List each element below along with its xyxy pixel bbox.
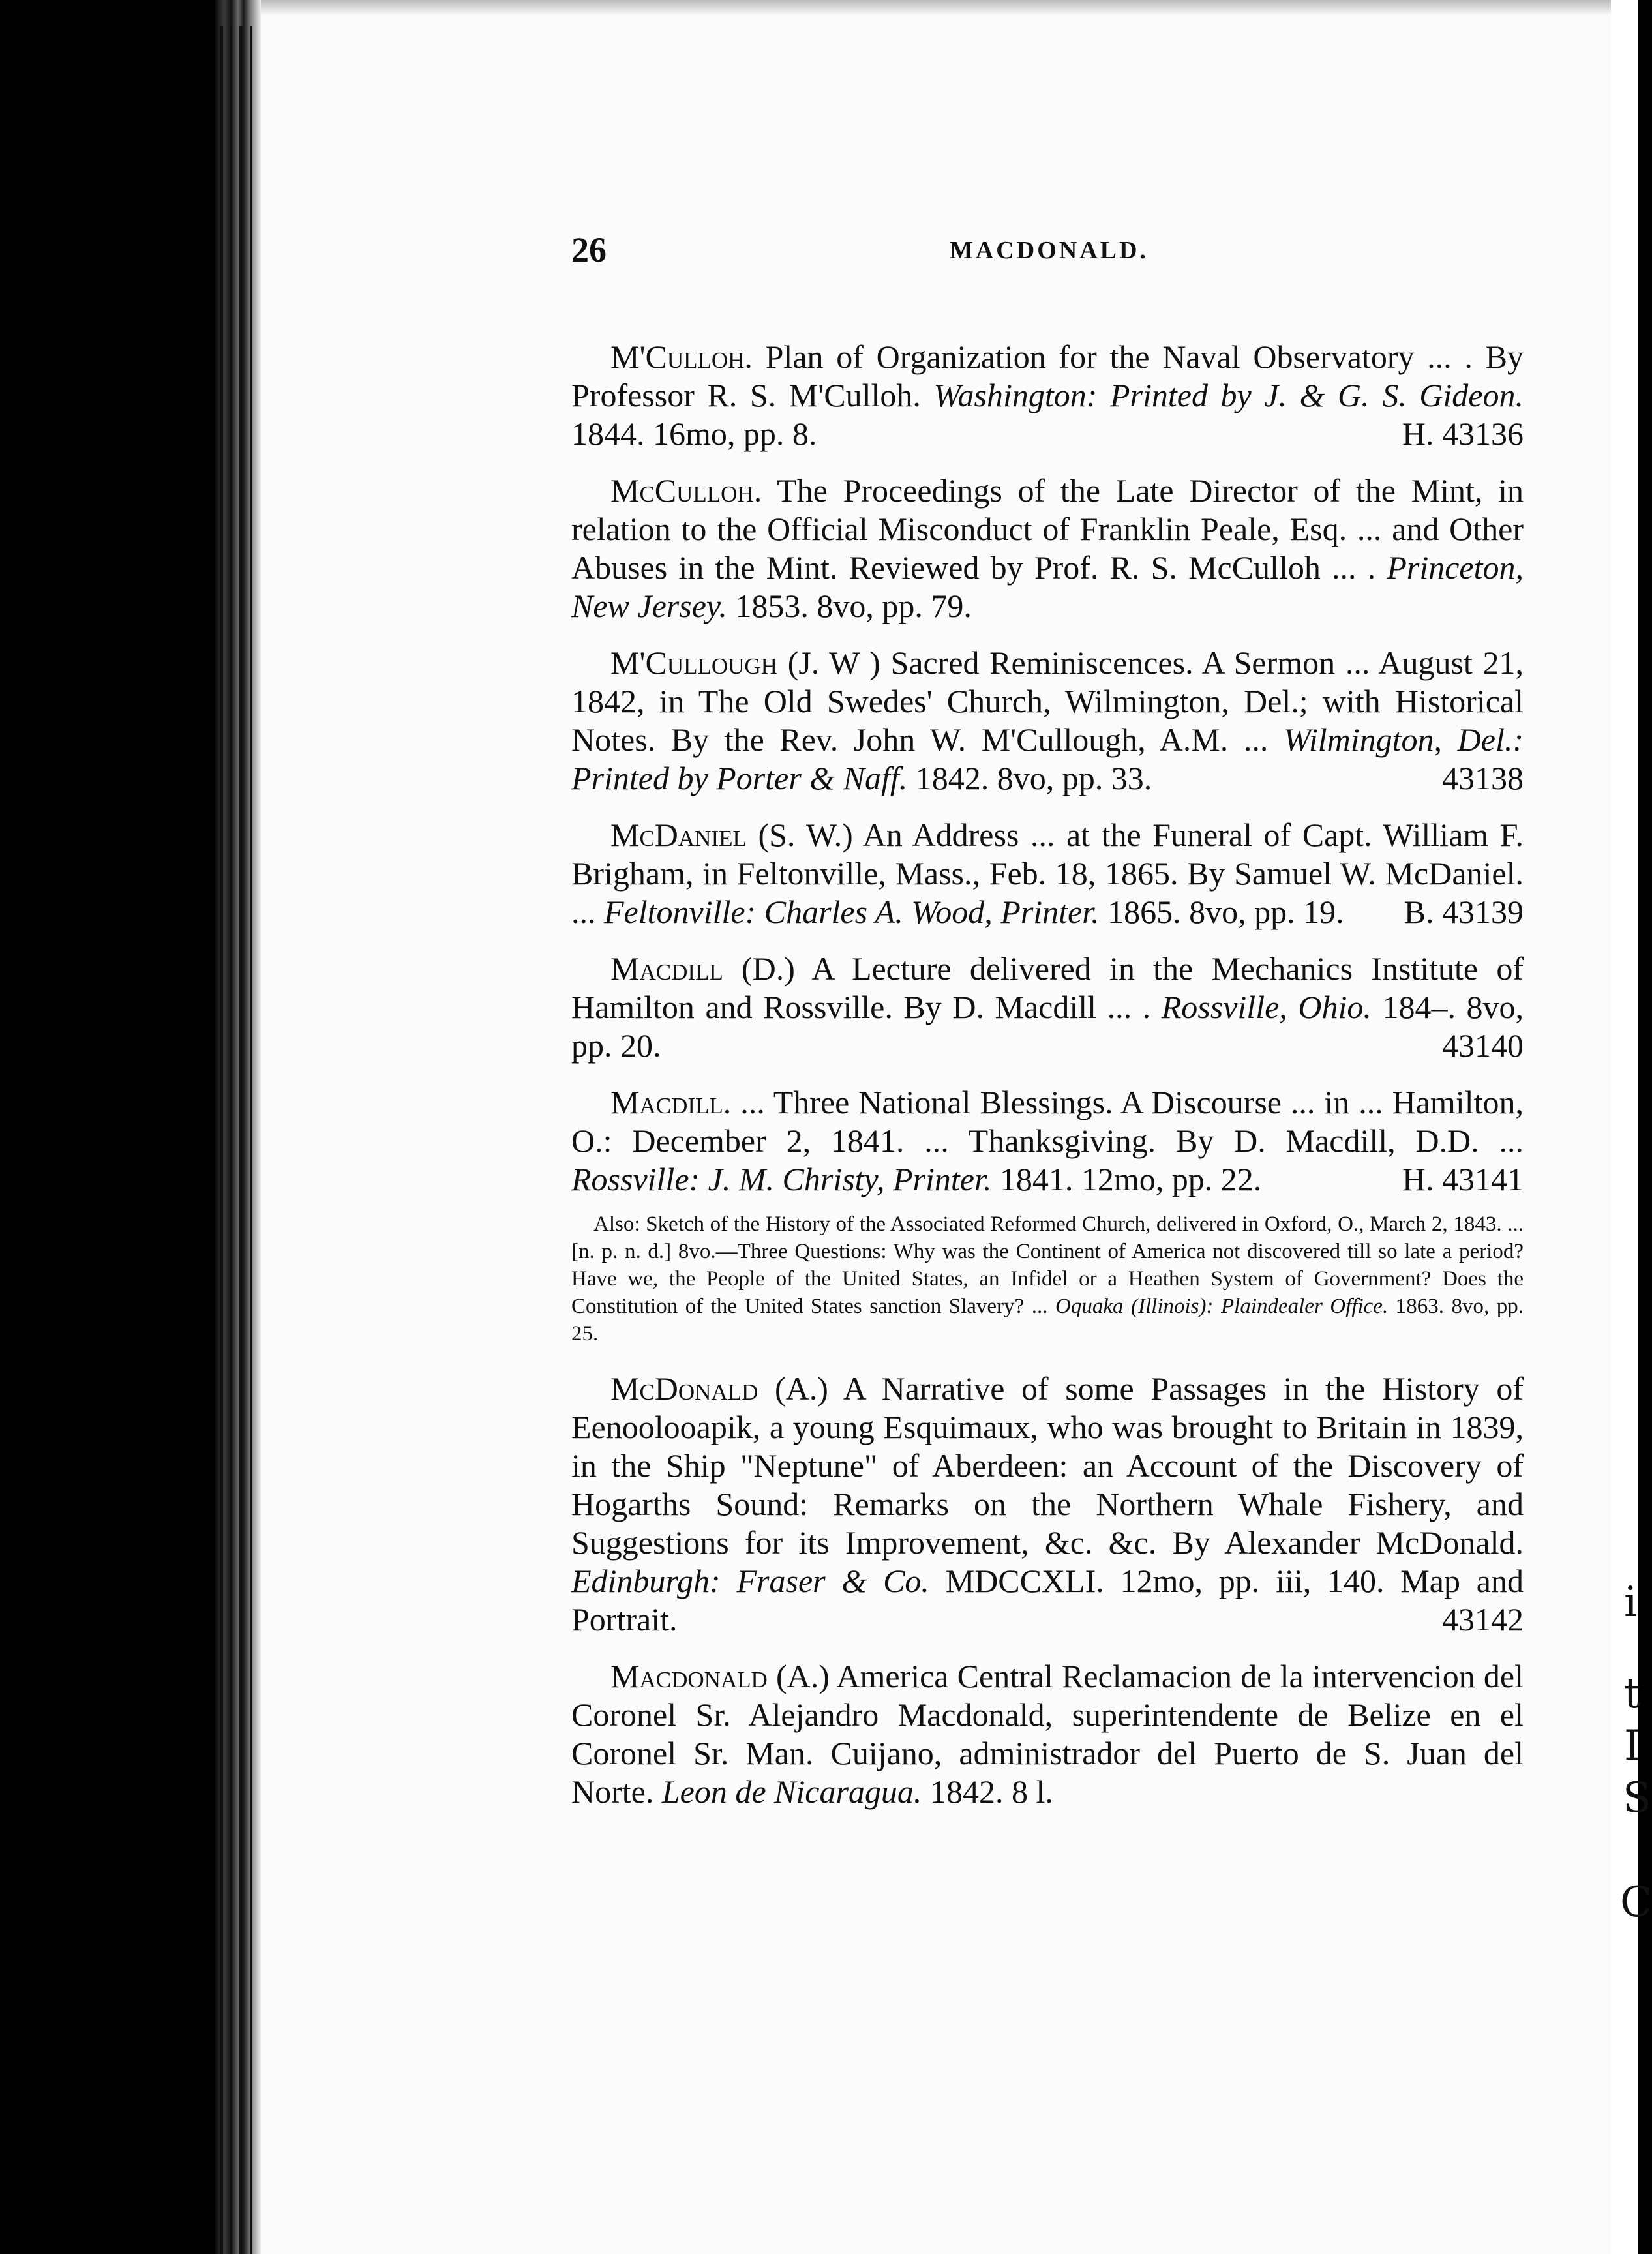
- entry-details: MDCCXLI. 12mo, pp. iii, 140. Map and Portrait.: [571, 1563, 1524, 1638]
- entry-name: M'Cullough: [610, 644, 777, 681]
- facing-page-glyph: I: [1624, 1722, 1641, 1770]
- entry-details: 1853. 8vo, pp. 79.: [735, 588, 972, 624]
- entry-text: ... Three National Blessings. A Discourse ... in ... Hamilton, O.: December 2, 1841. ... Thanksgiving. By D. Macdill, D.D. ...: [571, 1084, 1524, 1159]
- entry-imprint: Feltonville: Charles A. Wood, Printer.: [604, 894, 1100, 930]
- entry-imprint: Wilmington, Del.: Printed by Porter & Naff.: [571, 721, 1524, 796]
- bibliography-entry: [571, 1083, 1524, 1199]
- entry-name: McDaniel: [610, 817, 747, 853]
- running-head: MACDONALD.: [950, 237, 1149, 264]
- bibliography-entry: [571, 644, 1524, 798]
- entry-text: (A.) America Central Reclamacion de la intervencion del Coronel Sr. Alejandro Macdonald, superintendente de Belize en el Coronel Sr. Man. Cuijano, administrador del Puerto de S. Juan del Norte.: [571, 1658, 1524, 1810]
- entry-details: 1842. 8vo, pp. 33.: [915, 760, 1152, 796]
- binding-line: [239, 26, 243, 2254]
- bibliography-entry: [571, 472, 1524, 625]
- entry-imprint: Rossville, Ohio.: [1161, 989, 1372, 1025]
- note-imprint: Oquaka (Illinois): Plaindealer Office.: [1055, 1295, 1389, 1318]
- facing-page-glyph: S: [1623, 1774, 1651, 1822]
- entry-number: 43142: [1442, 1601, 1524, 1638]
- entry-number: B. 43139: [1404, 894, 1524, 930]
- entry-details: 1842. 8 l.: [929, 1773, 1053, 1810]
- entry-text: (D.) A Lecture delivered in the Mechanics Institute of Hamilton and Rossville. By D. Macdill ... .: [571, 950, 1524, 1025]
- entry-imprint: Rossville: J. M. Christy, Printer.: [571, 1161, 992, 1197]
- binding-line: [230, 26, 232, 2254]
- entry-name: McCulloh.: [610, 472, 762, 509]
- entry-imprint: Leon de Nicaragua.: [661, 1773, 922, 1810]
- entry-number: H. 43136: [1402, 415, 1524, 452]
- entry-text: The Proceedings of the Late Director of the Mint, in relation to the Official Misconduct of Franklin Peale, Esq. ... and Other Abuses in the Mint. Reviewed by Prof. R. S. McCulloh ... .: [571, 472, 1524, 586]
- entry-imprint: Edinburgh: Fraser & Co.: [571, 1563, 929, 1599]
- entry-details: 1865. 8vo, pp. 19.: [1107, 894, 1344, 930]
- facing-page-glyph: t: [1624, 1670, 1641, 1718]
- entry-text: Plan of Organization for the Naval Observatory ... . By Professor R. S. M'Culloh.: [571, 338, 1524, 413]
- binding-line: [220, 26, 223, 2254]
- page-content: [571, 230, 1524, 1829]
- facing-page-glyph: C: [1620, 1878, 1652, 1927]
- entry-imprint: Washington: Printed by J. & G. S. Gideon.: [933, 377, 1524, 413]
- entry-number: 43140: [1442, 1027, 1524, 1064]
- binding-line: [250, 26, 252, 2254]
- entry-name: Macdonald: [610, 1658, 768, 1694]
- page-number: 26: [571, 230, 607, 269]
- entry-details: 1841. 12mo, pp. 22.: [999, 1161, 1262, 1197]
- entry-imprint: Princeton, New Jersey.: [571, 549, 1524, 624]
- page-header: [571, 230, 1524, 275]
- entry-name: M'Culloh.: [610, 338, 753, 375]
- entry-text: (S. W.) An Address ... at the Funeral of Capt. William F. Brigham, in Feltonville, Mass., Feb. 18, 1865. By Samuel W. McDaniel. ...: [571, 817, 1524, 930]
- entry-name: Macdill.: [610, 1084, 732, 1120]
- bibliography-note: [571, 1210, 1524, 1347]
- entry-name: Macdill: [610, 950, 723, 987]
- note-details: 1863. 8vo, pp. 25.: [571, 1295, 1524, 1345]
- entry-number: H. 43141: [1402, 1161, 1524, 1197]
- bibliography-entry: [571, 950, 1524, 1065]
- bibliography-entry: [571, 1657, 1524, 1811]
- bibliography-entry: [571, 816, 1524, 931]
- page-top-shadow: [261, 0, 1611, 16]
- entry-name: McDonald: [610, 1370, 758, 1407]
- entry-details: 184–. 8vo, pp. 20.: [571, 989, 1524, 1064]
- entry-number: 43138: [1442, 760, 1524, 796]
- entry-details: 1844. 16mo, pp. 8.: [571, 415, 817, 452]
- facing-page-glyph: i: [1624, 1578, 1638, 1627]
- entry-text: (J. W ) Sacred Reminiscences. A Sermon ... August 21, 1842, in The Old Swedes' Church, Wilmington, Del.; with Historical Notes. By the Rev. John W. M'Cullough, A.M. ...: [571, 644, 1524, 758]
- bibliography-entry: [571, 338, 1524, 453]
- note-text: Also: Sketch of the History of the Associated Reformed Church, delivered in Oxford, O., March 2, 1843. ... [n. p. n. d.] 8vo.—Three Questions: Why was the Continent of America not discovered till so late a period? Have we, the People of the United States, an Infidel or a Heathen System of Government? Does the Constitution of the United States sanction Slavery? ...: [571, 1212, 1524, 1318]
- bibliography-entry: [571, 1370, 1524, 1639]
- entry-text: (A.) A Narrative of some Passages in the History of Eenoolooapik, a young Esquimaux, who was brought to Britain in 1839, in the Ship "Neptune" of Aberdeen: an Account of the Discovery of Hogarths Sound: Remarks on the Northern Whale Fishery, and Suggestions for its Improvement, &c. &c. By Alexander McDonald.: [571, 1370, 1524, 1561]
